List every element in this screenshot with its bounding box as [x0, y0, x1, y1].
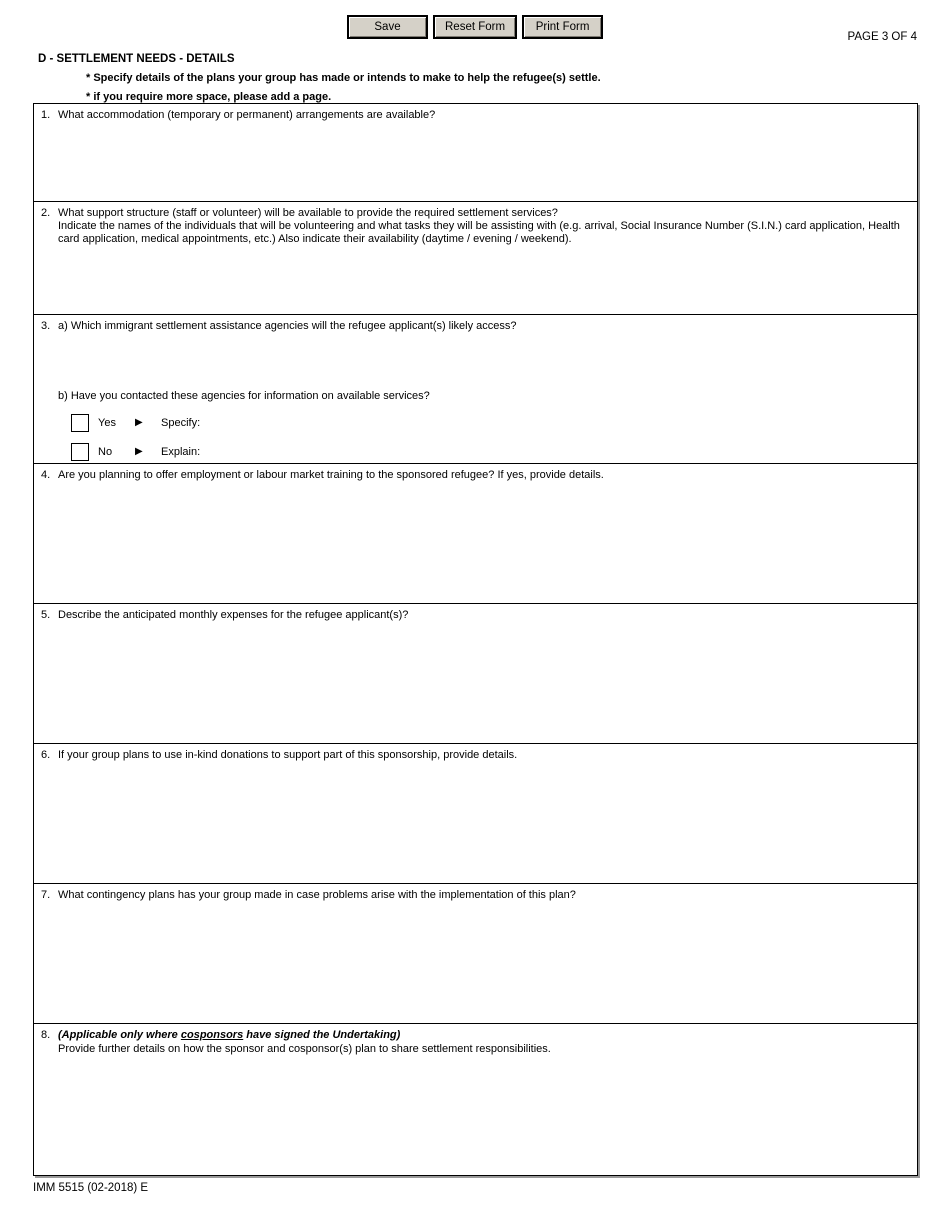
- q4-answer-area[interactable]: [41, 482, 909, 603]
- q8-answer-area[interactable]: [41, 1056, 909, 1175]
- reset-form-button[interactable]: Reset Form: [433, 15, 517, 39]
- question-8-box: [34, 1023, 917, 1175]
- q3b-no-row: [71, 443, 909, 461]
- question-5-label: Describe the anticipated monthly expenses for the refugee applicant(s)?: [58, 609, 409, 621]
- question-1-number: 1.: [41, 109, 51, 121]
- question-7-number: 7.: [41, 889, 51, 901]
- no-label: No: [98, 446, 113, 458]
- q2-answer-area[interactable]: [41, 246, 909, 314]
- settlement-needs-form: [33, 103, 918, 1176]
- question-4-box: [34, 463, 917, 603]
- q1-answer-area[interactable]: [41, 122, 909, 201]
- q5-answer-area[interactable]: [41, 622, 909, 743]
- q7-answer-area[interactable]: [41, 902, 909, 1023]
- question-6-number: 6.: [41, 749, 51, 761]
- question-3-box: [34, 314, 917, 463]
- question-7-box: [34, 883, 917, 1023]
- question-3a-label: a) Which immigrant settlement assistance agencies will the refugee applicant(s) likely access?: [58, 320, 517, 332]
- q3b-yes-row: [71, 414, 909, 432]
- question-8-number: 8.: [41, 1029, 51, 1041]
- instruction-add-page: * if you require more space, please add a page.: [86, 91, 332, 103]
- specify-field[interactable]: [208, 414, 909, 432]
- toolbar: [347, 15, 603, 39]
- question-8-sublabel: Provide further details on how the sponsor and cosponsor(s) plan to share settlement responsibilities.: [58, 1043, 551, 1055]
- question-5-number: 5.: [41, 609, 51, 621]
- specify-label: Specify:: [161, 417, 201, 429]
- explain-field[interactable]: [208, 443, 909, 461]
- question-2-sublabel: Indicate the names of the individuals that will be volunteering and what tasks they will be assisting with (e.g. arrival, Social Insurance Number (S.I.N.) card application, Health card application, medical appointments, etc.) Also indicate their availability (daytime / evening / weekend).: [58, 220, 900, 245]
- question-1-box: [34, 104, 917, 201]
- instruction-specify-details: * Specify details of the plans your group has made or intends to make to help the refugee(s) settle.: [86, 72, 601, 84]
- form-code: IMM 5515 (02-2018) E: [33, 1182, 149, 1194]
- question-3b-label: b) Have you contacted these agencies for information on available services?: [58, 390, 430, 402]
- no-checkbox[interactable]: [71, 443, 89, 461]
- question-8-heading: (Applicable only where cosponsors have signed the Undertaking): [58, 1029, 401, 1041]
- yes-label: Yes: [98, 417, 116, 429]
- question-7-label: What contingency plans has your group made in case problems arise with the implementation of this plan?: [58, 889, 576, 901]
- question-2-label: What support structure (staff or volunteer) will be available to provide the required settlement services?: [58, 207, 558, 219]
- question-2-number: 2.: [41, 207, 51, 219]
- yes-checkbox[interactable]: [71, 414, 89, 432]
- question-1-label: What accommodation (temporary or permanent) arrangements are available?: [58, 109, 436, 121]
- explain-label: Explain:: [161, 446, 201, 458]
- question-6-box: [34, 743, 917, 883]
- question-4-number: 4.: [41, 469, 51, 481]
- print-form-button[interactable]: Print Form: [522, 15, 603, 39]
- save-button[interactable]: Save: [347, 15, 428, 39]
- question-5-box: [34, 603, 917, 743]
- page-indicator: PAGE 3 OF 4: [847, 31, 917, 43]
- question-3-number: 3.: [41, 320, 51, 332]
- cosponsors-underlined: cosponsors: [180, 1029, 244, 1041]
- q6-answer-area[interactable]: [41, 762, 909, 883]
- arrow-right-icon: ▶: [135, 417, 143, 428]
- question-6-label: If your group plans to use in-kind donations to support part of this sponsorship, provide details.: [58, 749, 518, 761]
- arrow-right-icon: ▶: [135, 446, 143, 457]
- section-title: D - SETTLEMENT NEEDS - DETAILS: [38, 53, 235, 65]
- question-4-label: Are you planning to offer employment or labour market training to the sponsored refugee? If yes, provide details.: [58, 469, 604, 481]
- question-2-box: [34, 201, 917, 314]
